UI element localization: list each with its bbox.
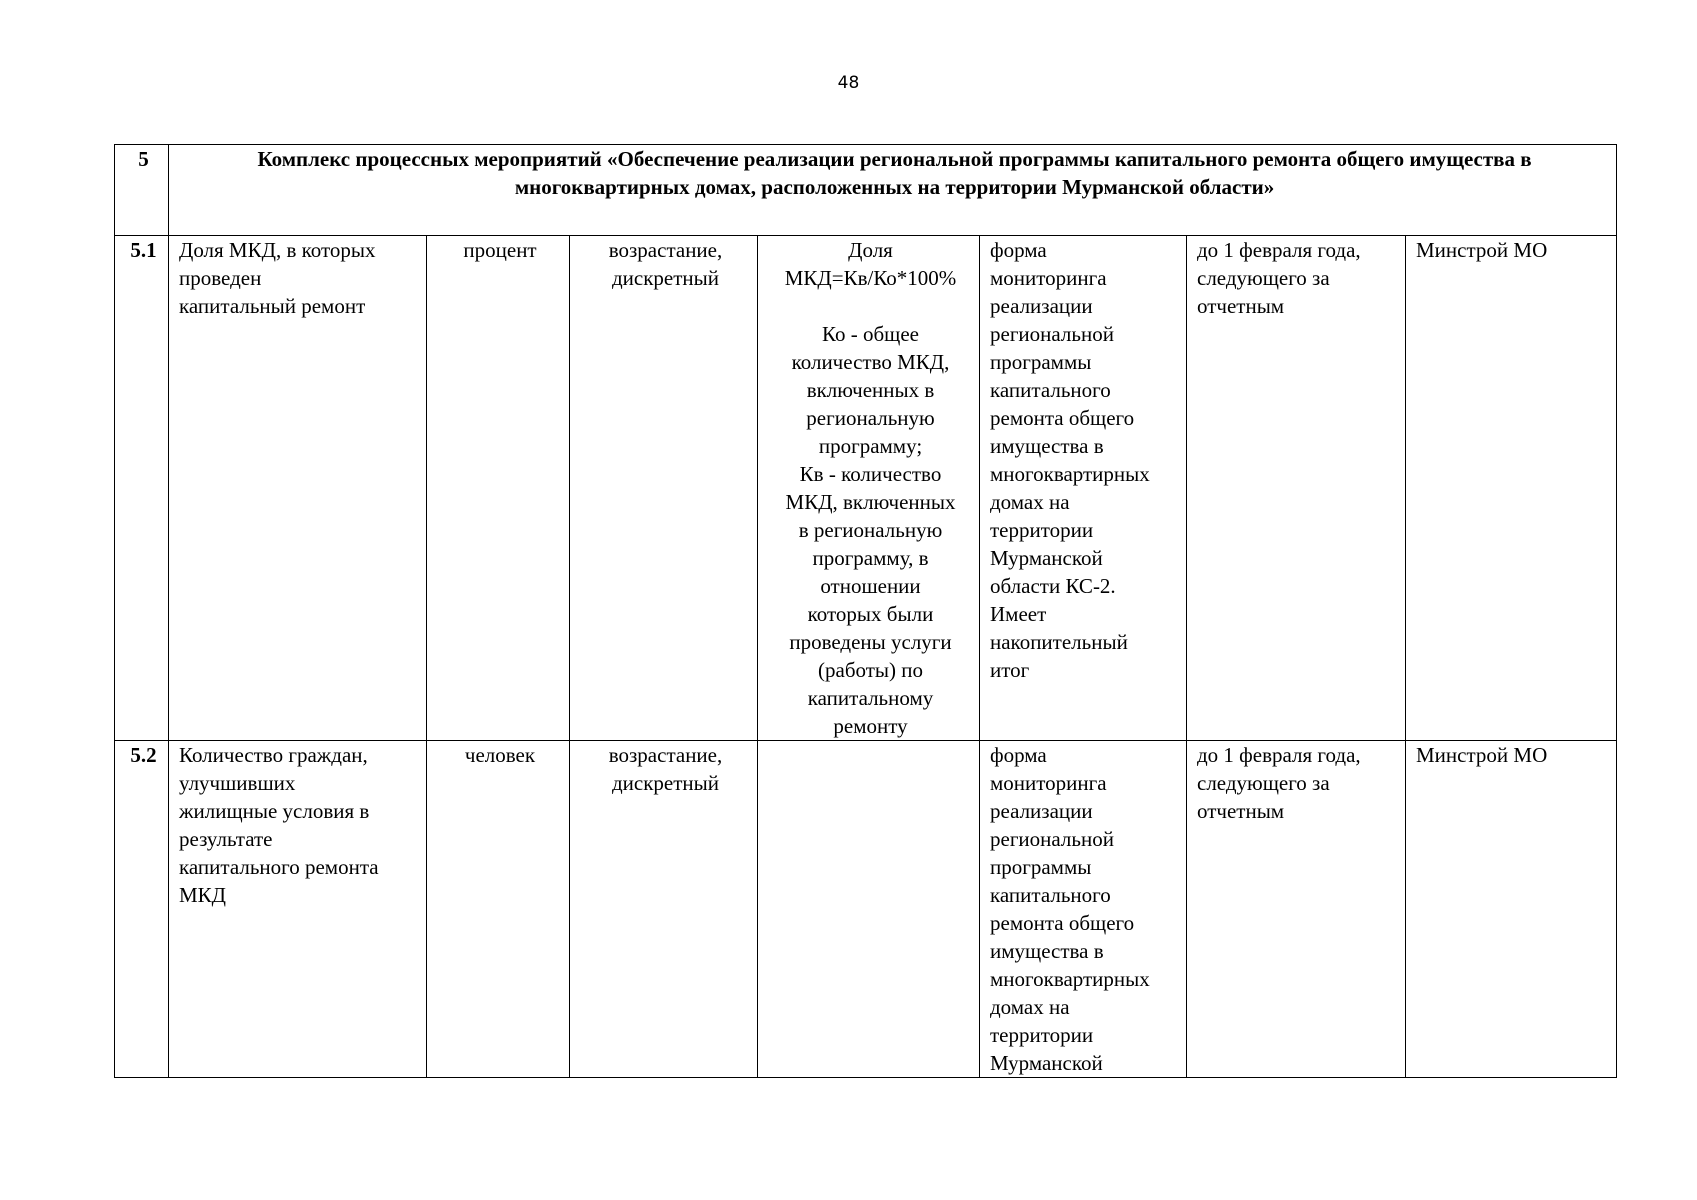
cell-line: мониторинга [990, 266, 1107, 290]
responsible-cell: Минстрой МО [1406, 236, 1617, 741]
cell-line: ремонта общего [990, 406, 1135, 430]
indicator-name-cell [169, 236, 427, 741]
cell-line: Ко - общее [822, 322, 919, 346]
cell-line: Имеет [990, 602, 1047, 626]
cell-line: многоквартирных [990, 967, 1150, 991]
cell-line: капитального [990, 883, 1111, 907]
table-row [115, 741, 1617, 1078]
cell-line: итог [990, 658, 1030, 682]
source-cell [980, 741, 1187, 1078]
section-number: 5 [115, 145, 169, 236]
table-row [115, 236, 1617, 741]
cell-line: возрастание, [608, 743, 723, 767]
cell-line: программы [990, 855, 1092, 879]
cell-line: Доля МКД, в которых [179, 238, 376, 262]
cell-line: многоквартирных [990, 462, 1150, 486]
cell-line: МКД=Кв/Ко*100% [784, 266, 957, 290]
cell-line: проведены услуги [789, 630, 952, 654]
cell-line: результате [179, 827, 273, 851]
responsible-cell: Минстрой МО [1406, 741, 1617, 1078]
formula-cell [758, 741, 980, 1078]
cell-line: Кв - количество [799, 462, 942, 486]
cell-line: ремонту [833, 714, 908, 738]
cell-line: ремонта общего [990, 911, 1135, 935]
cell-line: программу; [818, 434, 923, 458]
cell-line: жилищные условия в [179, 799, 370, 823]
cell-line: капитального [990, 378, 1111, 402]
row-number: 5.2 [115, 741, 169, 1078]
cell-line [768, 292, 973, 320]
cell-line: капитального ремонта [179, 855, 379, 879]
cell-line: количество МКД, [791, 350, 950, 374]
cell-line: форма [990, 238, 1047, 262]
cell-line: Мурманской [990, 1051, 1103, 1075]
cell-line: программу, в [812, 546, 929, 570]
cell-line: региональной [990, 827, 1114, 851]
deadline-cell [1187, 741, 1406, 1078]
cell-line: имущества в [990, 939, 1104, 963]
unit-cell: процент [427, 236, 570, 741]
indicator-name-cell [169, 741, 427, 1078]
cell-line: которых были [807, 602, 934, 626]
cell-line: в региональную [798, 518, 943, 542]
cell-line: реализации [990, 799, 1093, 823]
cell-line: Количество граждан, [179, 743, 368, 767]
cell-line: отношении [820, 574, 921, 598]
cell-line: имущества в [990, 434, 1104, 458]
deadline-cell [1187, 236, 1406, 741]
cell-line: накопительный [990, 630, 1128, 654]
cell-line: дискретный [611, 266, 720, 290]
cell-line: отчетным [1197, 799, 1285, 823]
cell-line: до 1 февраля года, [1197, 743, 1361, 767]
cell-line: территории [990, 1023, 1094, 1047]
cell-line: Мурманской [990, 546, 1103, 570]
cell-line: МКД [179, 883, 227, 907]
cell-line: проведен [179, 266, 262, 290]
cell-line: МКД, включенных [785, 490, 956, 514]
cell-line: включенных в [806, 378, 935, 402]
formula-cell [758, 236, 980, 741]
cell-line: региональной [990, 322, 1114, 346]
cell-line: следующего за [1197, 771, 1330, 795]
cell-line: возрастание, [608, 238, 723, 262]
cell-line: до 1 февраля года, [1197, 238, 1361, 262]
section-row [115, 145, 1617, 236]
direction-cell [570, 236, 758, 741]
section-title: Комплекс процессных мероприятий «Обеспечение реализации региональной программы капитального ремонта общего имущества в многоквартирных домах, расположенных на территории Мурманской области» [169, 145, 1617, 236]
cell-line: области КС-2. [990, 574, 1116, 598]
page-number: 48 [837, 73, 860, 93]
cell-line: мониторинга [990, 771, 1107, 795]
cell-line: территории [990, 518, 1094, 542]
unit-cell: человек [427, 741, 570, 1078]
cell-line: (работы) по [818, 658, 923, 682]
cell-line: Доля [848, 238, 893, 262]
cell-line: реализации [990, 294, 1093, 318]
cell-line: отчетным [1197, 294, 1285, 318]
direction-cell [570, 741, 758, 1078]
indicators-table [114, 144, 1617, 1078]
cell-line: домах на [990, 490, 1070, 514]
cell-line: капитальный ремонт [179, 294, 366, 318]
row-number: 5.1 [115, 236, 169, 741]
cell-line: региональную [806, 406, 935, 430]
cell-line: домах на [990, 995, 1070, 1019]
cell-line: улучшивших [179, 771, 296, 795]
cell-line: капитальному [807, 686, 934, 710]
cell-line: программы [990, 350, 1092, 374]
source-cell [980, 236, 1187, 741]
cell-line: форма [990, 743, 1047, 767]
cell-line: следующего за [1197, 266, 1330, 290]
cell-line: дискретный [611, 771, 720, 795]
